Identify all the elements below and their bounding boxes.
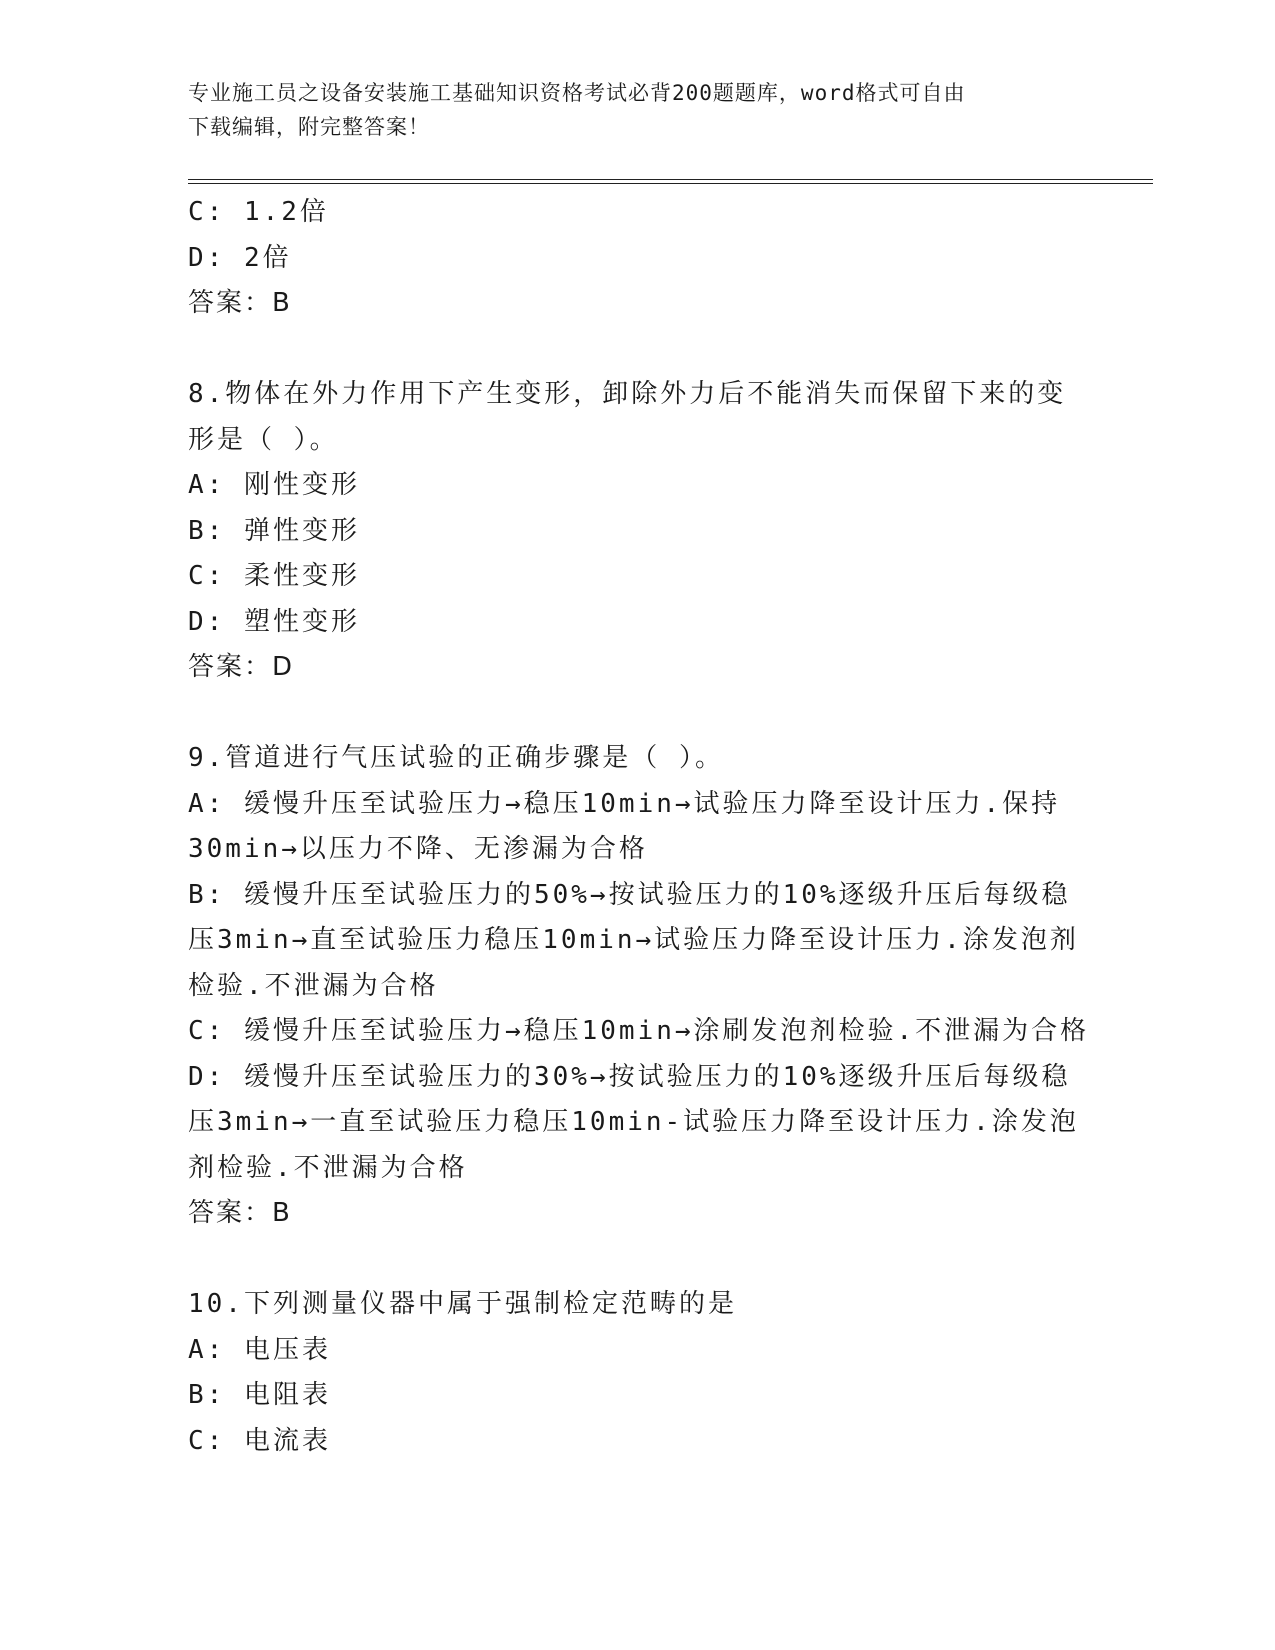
q8-option-b: B: 弹性变形 bbox=[188, 515, 360, 546]
question-7-tail bbox=[188, 190, 1088, 327]
q9-option-a-line-1: A: 缓慢升压至试验压力→稳压10min→试验压力降至设计压力.保持 bbox=[188, 788, 1061, 819]
q9-answer: 答案：B bbox=[188, 1198, 292, 1228]
question-list bbox=[188, 190, 1088, 1464]
q10-option-b: B: 电阻表 bbox=[188, 1380, 331, 1410]
q9-option-c: C: 缓慢升压至试验压力→稳压10min→涂刷发泡剂检验.不泄漏为合格 bbox=[188, 1016, 1090, 1046]
question-10 bbox=[188, 1282, 1088, 1464]
spacer bbox=[188, 1237, 1088, 1283]
q10-option-a: A: 电压表 bbox=[188, 1334, 331, 1365]
header-title-line-2: 下载编辑，附完整答案！ bbox=[188, 115, 430, 139]
q9-option-b-line-1: B: 缓慢升压至试验压力的50%→按试验压力的10%逐级升压后每级稳 bbox=[188, 879, 1071, 910]
question-9 bbox=[188, 736, 1088, 1237]
q9-option-d-line-3: 剂检验.不泄漏为合格 bbox=[188, 1152, 468, 1183]
q9-option-b-line-2: 压3min→直至试验压力稳压10min→试验压力降至设计压力.涂发泡剂 bbox=[188, 925, 1079, 955]
spacer bbox=[188, 691, 1088, 737]
q8-option-c: C: 柔性变形 bbox=[188, 561, 360, 591]
page-header bbox=[188, 76, 1068, 144]
q8-option-a: A: 刚性变形 bbox=[188, 470, 360, 500]
q8-option-d: D: 塑性变形 bbox=[188, 606, 360, 637]
q9-option-b-line-3: 检验.不泄漏为合格 bbox=[188, 970, 439, 1001]
q9-stem: 9.管道进行气压试验的正确步骤是（ ）。 bbox=[188, 743, 724, 773]
q7-answer: 答案：B bbox=[188, 288, 292, 318]
q10-stem: 10.下列测量仪器中属于强制检定范畴的是 bbox=[188, 1289, 737, 1319]
q8-stem-line-2: 形是（ ）。 bbox=[188, 424, 339, 455]
header-divider-top bbox=[188, 179, 1153, 180]
q10-option-c: C: 电流表 bbox=[188, 1425, 331, 1456]
spacer bbox=[188, 327, 1088, 373]
q7-option-c: C: 1.2倍 bbox=[188, 197, 329, 227]
q9-option-d-line-1: D: 缓慢升压至试验压力的30%→按试验压力的10%逐级升压后每级稳 bbox=[188, 1061, 1071, 1092]
q9-option-a-line-2: 30min→以压力不降、无渗漏为合格 bbox=[188, 834, 648, 864]
header-title-line-1: 专业施工员之设备安装施工基础知识资格考试必背200题题库，word格式可自由 bbox=[188, 81, 966, 105]
q8-stem-line-1: 8.物体在外力作用下产生变形，卸除外力后不能消失而保留下来的变 bbox=[188, 379, 1067, 409]
question-8 bbox=[188, 372, 1088, 691]
q9-option-d-line-2: 压3min→一直至试验压力稳压10min-试验压力降至设计压力.涂发泡 bbox=[188, 1107, 1079, 1137]
q7-option-d: D: 2倍 bbox=[188, 242, 292, 273]
header-divider-bottom bbox=[188, 183, 1153, 184]
q8-answer: 答案：D bbox=[188, 652, 295, 682]
